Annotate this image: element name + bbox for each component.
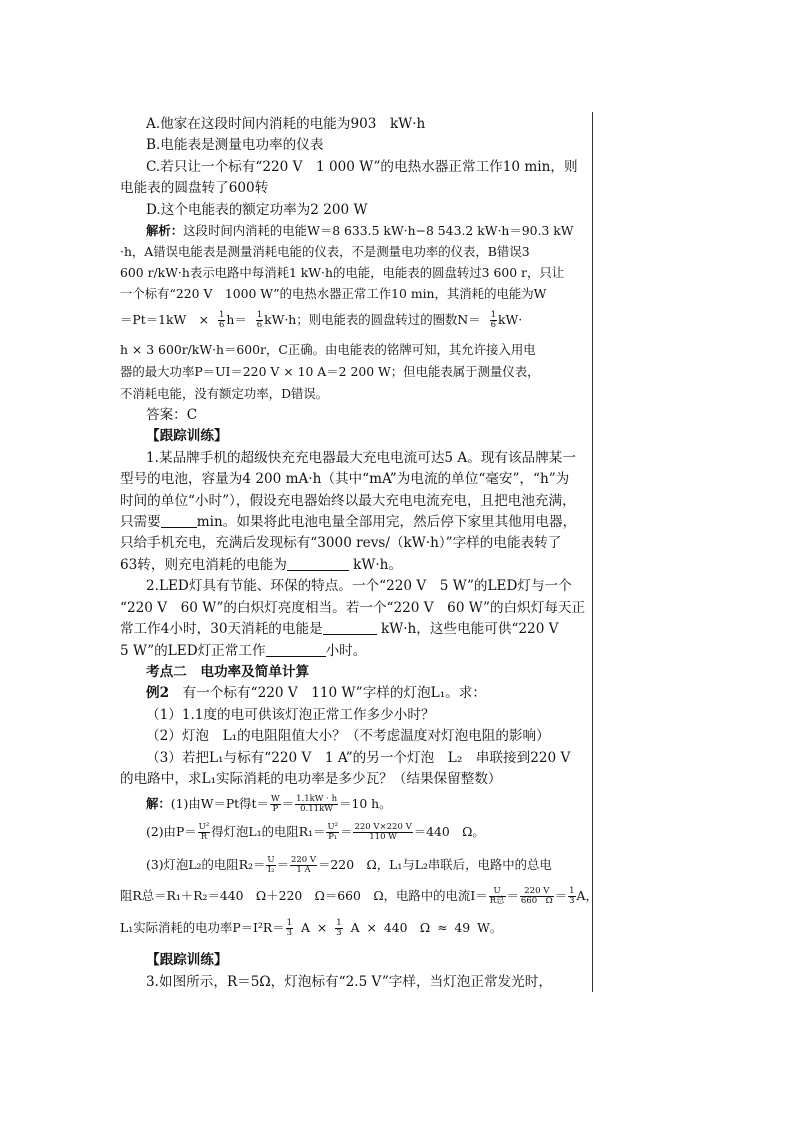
analysis-line-3: 600 r/kW·h表示电路中每消耗1 kW·h的电能，电能表的圆盘转过3 600 r，只让 [120, 265, 565, 280]
fraction-one-third: $\frac{1}{3}$ [336, 918, 342, 938]
question-3-cont: 的电路中，求L₁实际消耗的电功率是多少瓦？（结果保留整数） [120, 771, 502, 787]
fraction-voltage-product: $\frac{220 V\times 220 V}{110 W}$ [354, 822, 412, 842]
practice-1-line-2: 型号的电池，容量为4 200 mA·h（其中“mA”为电流的单位“毫安”，“h”为 [120, 471, 570, 487]
solution-2: (2)由P＝ $\frac{\text{U²}}{R}$ 得灯泡L₁的电阻R₁＝ $\frac{\text{U²}}{\text{P₁}}$ ＝ $\frac{220 V\times 220 V}{110 W}$ ＝440 Ω。 [146, 822, 485, 842]
answer: 答案：C [146, 407, 198, 423]
answer-blank [323, 621, 377, 635]
option-d: D.这个电能表的额定功率为2 200 W [146, 202, 368, 218]
practice-2-line-3: 常工作4小时，30天消耗的电能是 kW·h，这些电能可供“220 V [120, 621, 559, 637]
practice-1-line-3: 时间的单位“小时”），假设充电器始终以最大充电电流充电，且把电池充满， [120, 493, 576, 509]
solution-3-line-2: 阻R总＝R₁＋R₂＝440 Ω＋220 Ω＝660 Ω，电路中的电流I＝ U R总 ＝ $\frac{220 V}{660 \Omega}$ ＝ $\frac{1}{3}$ A， [120, 886, 598, 906]
analysis-line-1: 解析：这段时间内消耗的电能W＝8 633.5 kW·h−8 543.2 kW·h＝90.3 kW [146, 223, 574, 238]
analysis-line-2: ·h，A错误电能表是测量消耗电能的仪表，不是测量电功率的仪表，B错误3 [120, 244, 530, 259]
analysis-label: 解析： [146, 223, 184, 238]
analysis-line-7: 器的最大功率P＝UI＝220 V × 10 A＝2 200 W；但电能表属于测量仪表， [120, 364, 540, 379]
fraction-one-sixth: $\frac{1}{6}$ [490, 310, 496, 330]
fraction-w-over-p: $\frac{W}{P}$ [270, 794, 280, 814]
answer-blank [287, 557, 349, 571]
practice-1-line-4: 只需要 min。如果将此电池电量全部用完，然后停下家里其他用电器， [120, 514, 577, 530]
section-heading-topic-2: 考点二 电功率及简单计算 [146, 664, 310, 680]
right-margin-rule [592, 112, 593, 992]
solution-1: 解：(1)由W＝Pt得t＝ $\frac{W}{P}$ ＝ $\frac{1.1kW \cdot h}{0.11kW}$ ＝10 h。 [146, 794, 392, 814]
answer-blank [266, 643, 326, 657]
example-label: 例2 [146, 685, 170, 701]
fraction-voltage-over-current: $\frac{220 V}{1 A}$ [290, 855, 317, 875]
question-2: （2）灯泡 L₁的电阻阻值大小？（不考虑温度对灯泡电阻的影响） [146, 728, 550, 744]
option-c-cont: 电能表的圆盘转了600转 [120, 180, 269, 196]
practice-1-line-6: 63转，则充电消耗的电能为 kW·h。 [120, 557, 403, 573]
fraction-one-third: $\frac{1}{3}$ [286, 918, 293, 938]
solution-3-line-1: (3)灯泡L₂的电阻R₂＝ $\frac{U}{\text{I₂}}$ ＝ $\frac{220 V}{1 A}$ ＝220 Ω，L₁与L₂串联后，电路中的总电 [146, 855, 552, 875]
option-c: C.若只让一个标有“220 V 1 000 W”的电热水器正常工作10 min，则 [146, 159, 578, 175]
fraction-one-sixth: $\frac{1}{6}$ [218, 310, 225, 330]
option-b: B.电能表是测量电功率的仪表 [146, 137, 324, 153]
option-a: A.他家在这段时间内消耗的电能为903 kW·h [146, 116, 426, 132]
fraction-one-third: $\frac{1}{3}$ [569, 886, 575, 906]
analysis-line-6: h × 3 600r/kW·h＝600r，C正确。由电能表的铭牌可知，其允许接入用电 [120, 342, 536, 357]
question-3: （3）若把L₁与标有“220 V 1 A”的另一个灯泡 L₂ 串联接到220 V [146, 750, 571, 766]
practice-1-line-5: 只给手机充电，充满后发现标有“3000 revs/（kW·h）”字样的电能表转了 [120, 535, 562, 551]
fraction-voltage-over-resistance: $\frac{220 V}{660 \Omega}$ [520, 886, 553, 906]
fraction-u-over-i2: $\frac{U}{\text{I₂}}$ [267, 855, 275, 875]
practice-1-line-1: 1.某品牌手机的超级快充充电器最大充电电流可达5 A。现有该品牌某一 [146, 450, 576, 466]
question-1: （1）1.1度的电可供该灯泡正常工作多少小时？ [146, 707, 435, 723]
fraction-u-over-rtotal: U R总 [489, 886, 505, 906]
practice-2-line-1: 2.LED灯具有节能、环保的特点。一个“220 V 5 W”的LED灯与一个 [146, 578, 572, 594]
practice-3-line-1: 3.如图所示，R＝5Ω，灯泡标有“2.5 V”字样，当灯泡正常发光时， [146, 974, 552, 990]
solution-label: 解： [146, 796, 171, 811]
answer-blank [161, 514, 197, 528]
solution-3-line-3: L₁实际消耗的电功率P＝I²R＝ $\frac{1}{3}$ A × $\frac{1}{3}$ A × 440 Ω ≈ 49 W。 [120, 918, 503, 938]
section-heading-practice: 【跟踪训练】 [146, 428, 228, 444]
practice-2-line-2: “220 V 60 W”的白炽灯亮度相当。若一个“220 V 60 W”的白炽灯每天正 [120, 600, 586, 616]
fraction-u2-over-p1: $\frac{\text{U²}}{\text{P₁}}$ [327, 822, 339, 842]
analysis-line-4: 一个标有“220 V 1000 W”的电热水器正常工作10 min，其消耗的电能为W [120, 286, 547, 301]
analysis-line-5: ＝Pt＝1kW × $\frac{1}{6}$ h＝ $\frac{1}{6}$ kW·h；则电能表的圆盘转过的圈数N＝ $\frac{1}{6}$ kW· [120, 310, 523, 330]
fraction-energy-over-power: $\frac{1.1kW \cdot h}{0.11kW}$ [296, 794, 338, 814]
practice-2-line-4: 5 W”的LED灯正常工作 小时。 [120, 643, 367, 659]
section-heading-practice-2: 【跟踪训练】 [146, 952, 228, 968]
example-2-intro: 例2 有一个标有“220 V 110 W”字样的灯泡L₁。求： [146, 685, 486, 701]
analysis-line-8: 不消耗电能，没有额定功率，D错误。 [120, 386, 329, 401]
fraction-one-sixth: $\frac{1}{6}$ [256, 310, 263, 330]
fraction-u2-over-r: $\frac{\text{U²}}{R}$ [198, 822, 210, 842]
